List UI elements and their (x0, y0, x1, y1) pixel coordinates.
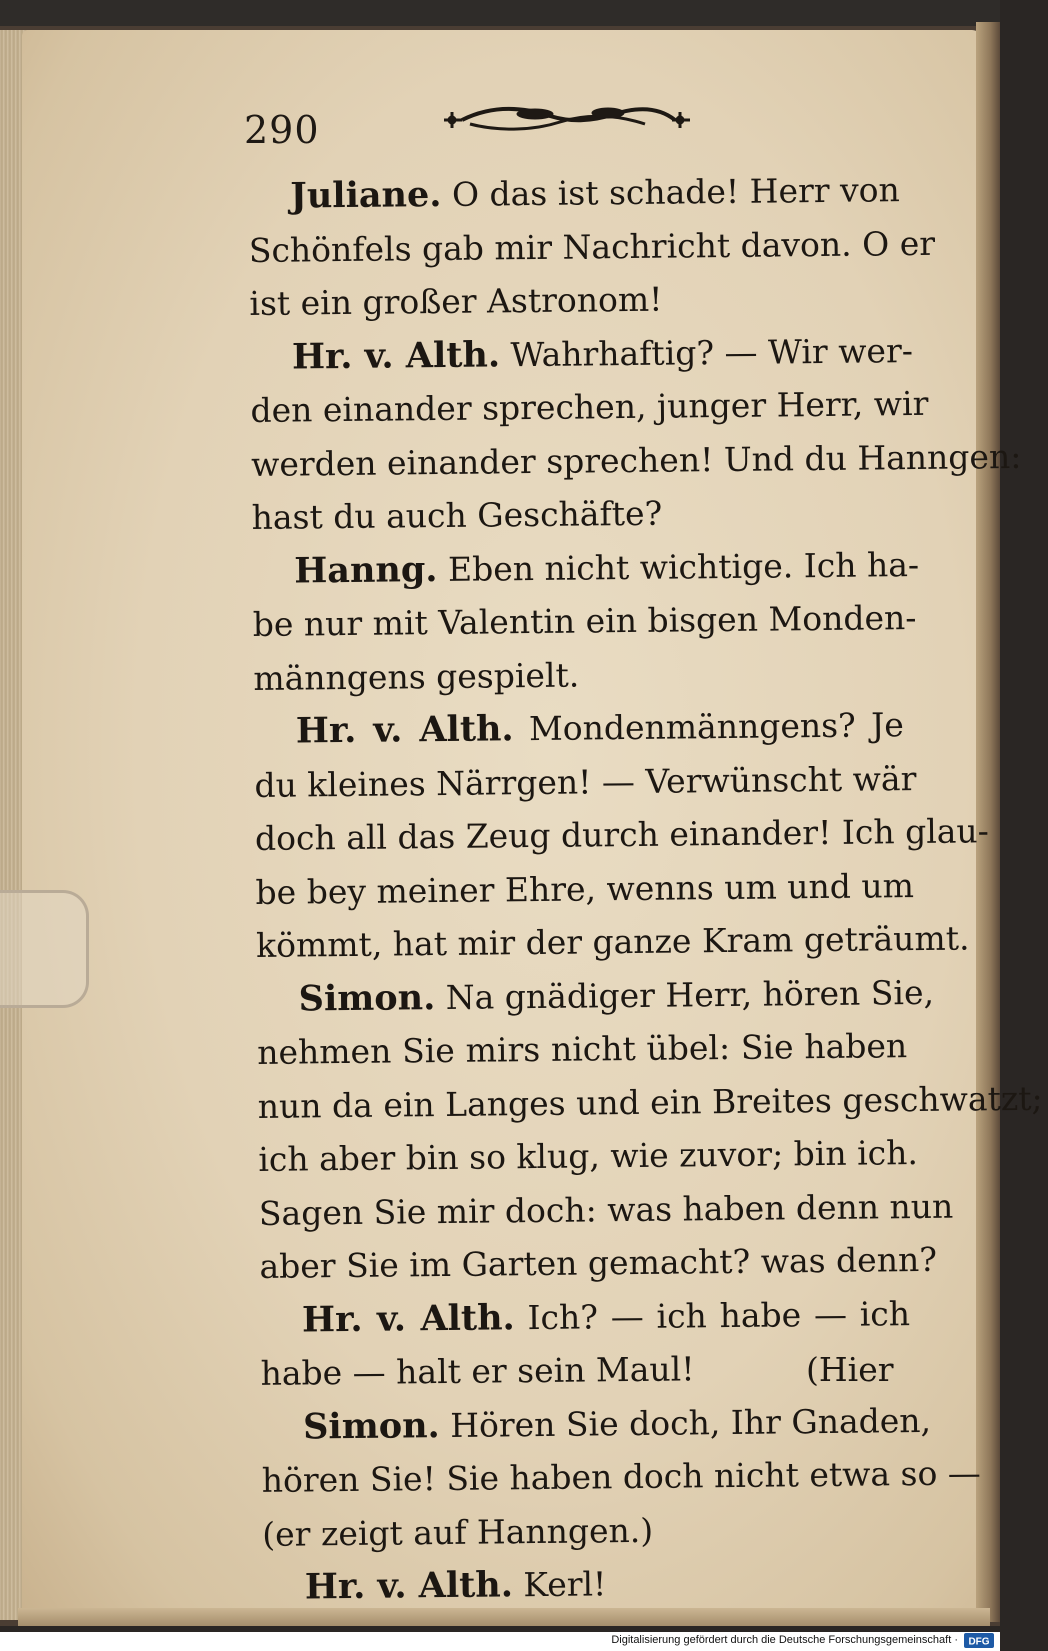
text-line (257, 1073, 1043, 1133)
line-text: Wahrhaftig? — Wir wer- (499, 330, 914, 374)
text-line (259, 1233, 938, 1293)
speaker-name: Hr. v. Alth. (304, 1564, 514, 1608)
speaker-name: Simon. (298, 976, 436, 1020)
line-text: O das ist schade! Herr von (441, 170, 900, 214)
line-text: Eben nicht wichtige. Ich ha- (437, 544, 920, 589)
line-text: nun da ein Langes und ein Breites geschwatzt; (257, 1078, 1043, 1126)
text-line (248, 163, 899, 223)
line-text: du kleines Närrgen! — Verwünscht wär (254, 758, 917, 805)
text-line (262, 1501, 913, 1561)
line-text: hören Sie! Sie haben doch nicht etwa so — (261, 1453, 982, 1500)
line-text: Kerl! (512, 1564, 607, 1605)
speaker-name: Hanng. (293, 548, 438, 592)
text-line (254, 698, 905, 758)
speaker-name: Juliane. (290, 173, 442, 217)
funding-credit: Digitalisierung gefördert durch die Deutsche Forschungsgemeinschaft · (611, 1634, 958, 1646)
text-line (251, 484, 902, 544)
svg-text:DFG: DFG (968, 1636, 990, 1648)
text-line (258, 1126, 919, 1186)
line-text: (er zeigt auf Hanngen.) (262, 1510, 654, 1554)
text-line (255, 859, 915, 919)
text-line (250, 431, 1022, 491)
line-text: werden einander sprechen! Und du Hanngen: (250, 436, 1022, 484)
text-line (253, 645, 904, 705)
line-text: Mondenmänngens? Je (513, 705, 905, 749)
line-text: Schönfels gab mir Nachricht davon. O er (248, 223, 936, 270)
line-text: Ich? — ich habe — ich (514, 1293, 911, 1337)
line-text: habe — halt er sein Maul! (260, 1349, 695, 1393)
line-text: Hören Sie doch, Ihr Gnaden, (439, 1400, 932, 1445)
line-text: doch all das Zeug durch einander! Ich glau- (254, 811, 990, 858)
line-text: Sagen Sie mir doch: was haben denn nun (258, 1186, 954, 1233)
line-text: be bey meiner Ehre, wenns um und um (255, 865, 915, 912)
line-text: ist ein großer Astronom! (249, 279, 663, 323)
text-line (249, 270, 900, 330)
text-line (260, 1287, 911, 1347)
text-line (261, 1447, 982, 1507)
text-line (257, 1019, 908, 1079)
text-line (252, 591, 917, 651)
catchword: (Hier (806, 1350, 894, 1389)
text-line (248, 217, 936, 277)
text-line (252, 538, 920, 598)
dfg-logo-icon (964, 1633, 994, 1648)
line-text: be nur mit Valentin ein bisgen Monden- (252, 598, 917, 644)
line-text: Na gnädiger Herr, hören Sie, (435, 972, 935, 1017)
speaker-name: Hr. v. Alth. (301, 1296, 515, 1340)
text-line (263, 1554, 914, 1614)
line-text: männgens gespielt. (253, 655, 580, 698)
line-text: den einander sprechen, junger Herr, wir (250, 383, 929, 430)
text-line (255, 912, 970, 972)
line-text: nehmen Sie mirs nicht übel: Sie haben (257, 1026, 908, 1072)
line-text: hast du auch Geschäfte? (251, 493, 663, 537)
text-line (254, 752, 917, 812)
text-line (256, 966, 935, 1026)
page-clip-marker (0, 890, 89, 1008)
text-line (254, 805, 990, 865)
line-text: aber Sie im Garten gemacht? was denn? (259, 1239, 938, 1286)
speaker-name: Hr. v. Alth. (291, 333, 501, 378)
page-number: 290 (244, 108, 320, 152)
text-line (261, 1394, 932, 1454)
text-line (250, 324, 914, 384)
line-text: ich aber bin so klug, wie zuvor; bin ich. (258, 1133, 919, 1179)
text-line (258, 1180, 954, 1240)
speaker-name: Hr. v. Alth. (295, 708, 514, 752)
play-text-block (248, 163, 1043, 1614)
speaker-name: Simon. (302, 1404, 440, 1447)
line-text: kömmt, hat mir der ganze Kram geträumt. (255, 918, 970, 965)
printer-ornament-icon (440, 100, 695, 140)
text-line (250, 377, 929, 437)
